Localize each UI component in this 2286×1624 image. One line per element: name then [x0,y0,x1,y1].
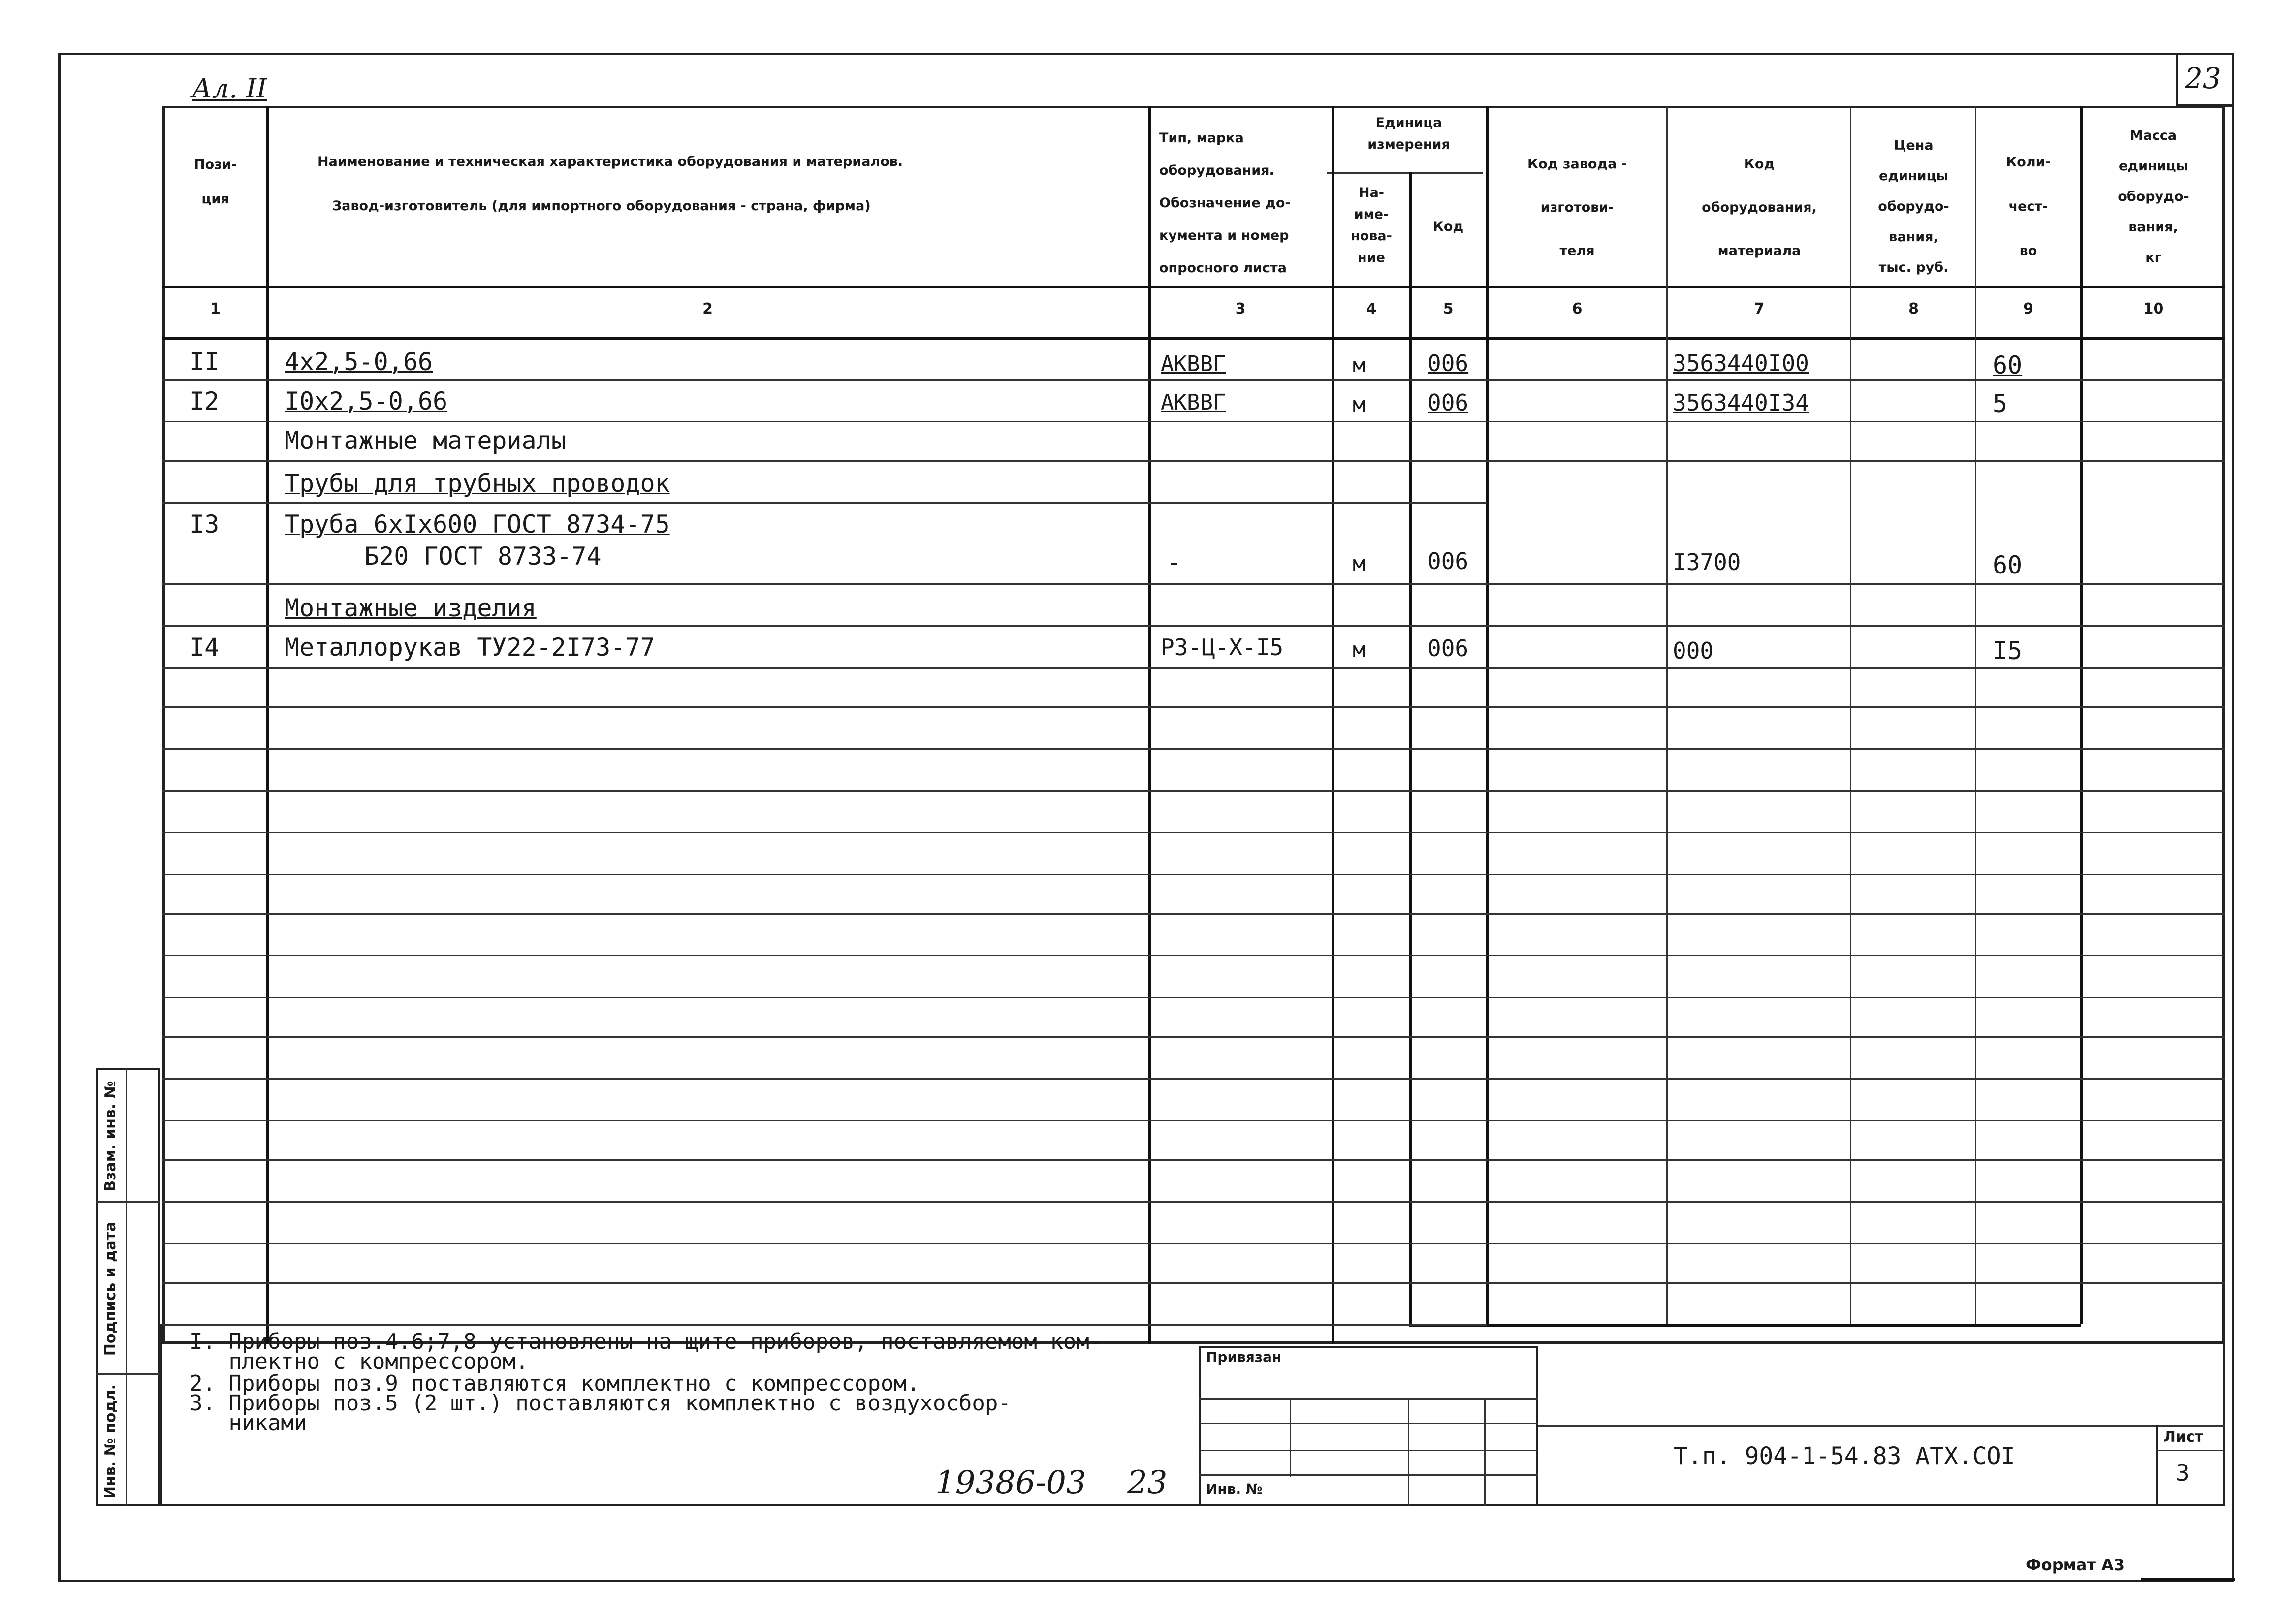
col-number-2: 2 [702,300,713,318]
handwritten-number: 19386-03 [935,1465,1086,1501]
header-mass: Масса единицы оборудо- вания, кг [2118,128,2189,265]
row8-unit: м [1353,637,1365,662]
stamp-inv-label: Инв. № [1206,1481,1263,1497]
row6-qty: 60 [1993,551,2023,579]
row2-code: 006 [1428,389,1469,416]
title-block-top [1538,1425,2225,1427]
header-equipment-code: Код оборудования, материала [1702,157,1817,258]
col-number-8: 8 [1908,300,1919,318]
col-line-3 [1332,106,1334,1344]
col-number-10: 10 [2143,300,2164,318]
row8-qty: I5 [1993,637,2023,665]
row1-type: АКВВГ [1161,351,1226,377]
stamp-line-1 [1199,1398,1538,1400]
header-unit-group: Единица измерения [1367,115,1450,152]
document-code-text: Т.п. 904-1-54.83 АТХ.СОI [1674,1442,2015,1470]
row2-pos: I2 [190,387,220,415]
handwritten-page: 23 [1127,1465,1168,1501]
row8-code: 006 [1428,635,1469,662]
unit-subheader-line [1327,172,1483,174]
col-line-9 [2080,106,2083,1324]
row6-type: - [1167,548,1182,576]
sheet-box-divider [2156,1450,2225,1451]
header-position: Пози- ция [194,157,237,207]
stamp-line-3 [1199,1450,1538,1451]
note-3-cont: никами [190,1410,307,1435]
col-number-3: 3 [1235,300,1246,318]
col-line-8 [1975,106,1976,1324]
row1-qty: 60 [1993,351,2023,380]
stamp-vline-3 [1484,1398,1486,1506]
note-1: I. Приборы поз.4.6;7,8 установлены на щите приборов, поставляемом ком- [190,1329,1103,1354]
col-line-2 [1148,106,1151,1344]
col-line-5 [1486,106,1489,1324]
spec-table [162,106,2225,1344]
row4-name: Трубы для трубных проводок [285,469,670,498]
col-number-1: 1 [210,300,221,318]
header-unit-name: На- име- нова- ние [1351,185,1392,265]
stamp-vline-2 [1408,1398,1409,1506]
header-bottom-line [162,286,2225,288]
side-stamp-row-1 [96,1201,160,1203]
format-underline [2141,1578,2235,1581]
note-3: 3. Приборы поз.5 (2 шт.) поставляются комплектно с воздухосбор- [190,1391,1011,1416]
header-price: Цена единицы оборудо- вания, тыс. руб. [1878,138,1949,275]
header-unit-code: Код [1432,219,1464,234]
sheet-number: 3 [2176,1460,2190,1486]
row6-name: Б20 ГОСТ 8733-74 [364,542,602,571]
stamp-line-4 [1199,1474,1538,1476]
side-sign-date: Подпись и дата [102,1221,119,1356]
col-number-5: 5 [1443,300,1454,318]
side-replace-inv: Взам. инв. № [102,1081,119,1192]
row2-equip: 3563440I34 [1673,389,1809,416]
row2-unit: м [1353,392,1365,416]
col-number-7: 7 [1754,300,1765,318]
col-line-6 [1666,106,1668,1324]
note-1-cont: плектно с компрессором. [190,1349,529,1374]
side-stamp-divider [126,1068,127,1506]
row1-code: 006 [1428,350,1469,377]
row6-unit: м [1353,551,1365,575]
col-number-6: 6 [1572,300,1583,318]
document-code [1674,1442,2015,1470]
corner-mark: Ал. II [192,73,267,104]
col-number-4: 4 [1366,300,1377,318]
col-number-9: 9 [2023,300,2033,318]
header-type: Тип, марка оборудования. Обозначение до- кумента и номер опросного листа [1159,130,1291,276]
row1-name: 4х2,5-0,66 [285,348,433,376]
side-inv-original: Инв. № подл. [102,1384,119,1499]
row2-qty: 5 [1993,389,2008,418]
sheet-left-edge [59,53,61,1582]
header-name-line2: Завод-изготовитель (для импортного оборудования - страна, фирма) [332,198,871,214]
note-2: 2. Приборы поз.9 поставляются комплектно с компрессором. [190,1371,920,1396]
binding-label: Привязан [1206,1349,1282,1365]
row2-type: АКВВГ [1161,390,1226,415]
row8-equip: 000 [1673,637,1714,664]
row5-pos: I3 [190,510,220,539]
numbers-bottom-line [162,337,2225,340]
row8-type: РЗ-Ц-Х-I5 [1161,634,1284,661]
row7-name: Монтажные изделия [285,594,537,622]
side-stamp-row-2 [96,1373,160,1375]
col-line-7 [1850,106,1851,1324]
row1-pos: II [190,348,220,376]
sheet-label: Лист [2163,1429,2204,1446]
row1-unit: м [1353,353,1365,377]
page-number: 23 [2185,62,2221,95]
row8-name: Металлорукав ТУ22-2I73-77 [285,633,655,662]
row6-code: 006 [1428,548,1469,574]
row1-equip: 3563440I00 [1673,350,1809,377]
row5-name: Труба 6хIх600 ГОСТ 8734-75 [285,510,670,539]
header-factory-code: Код завода - изготови- теля [1527,157,1627,258]
stamp-vline-1 [1290,1398,1291,1477]
stamp-line-2 [1199,1423,1538,1424]
row3-name: Монтажные материалы [285,426,566,455]
col-line-1 [266,106,269,1344]
row8-pos: I4 [190,633,220,662]
header-quantity: Коли- чест- во [2006,155,2051,258]
format-label: Формат А3 [2026,1556,2125,1574]
row2-name: I0х2,5-0,66 [285,387,448,415]
header-name-line1: Наименование и техническая характеристика оборудования и материалов. [318,154,903,169]
row6-equip: I3700 [1673,549,1741,575]
